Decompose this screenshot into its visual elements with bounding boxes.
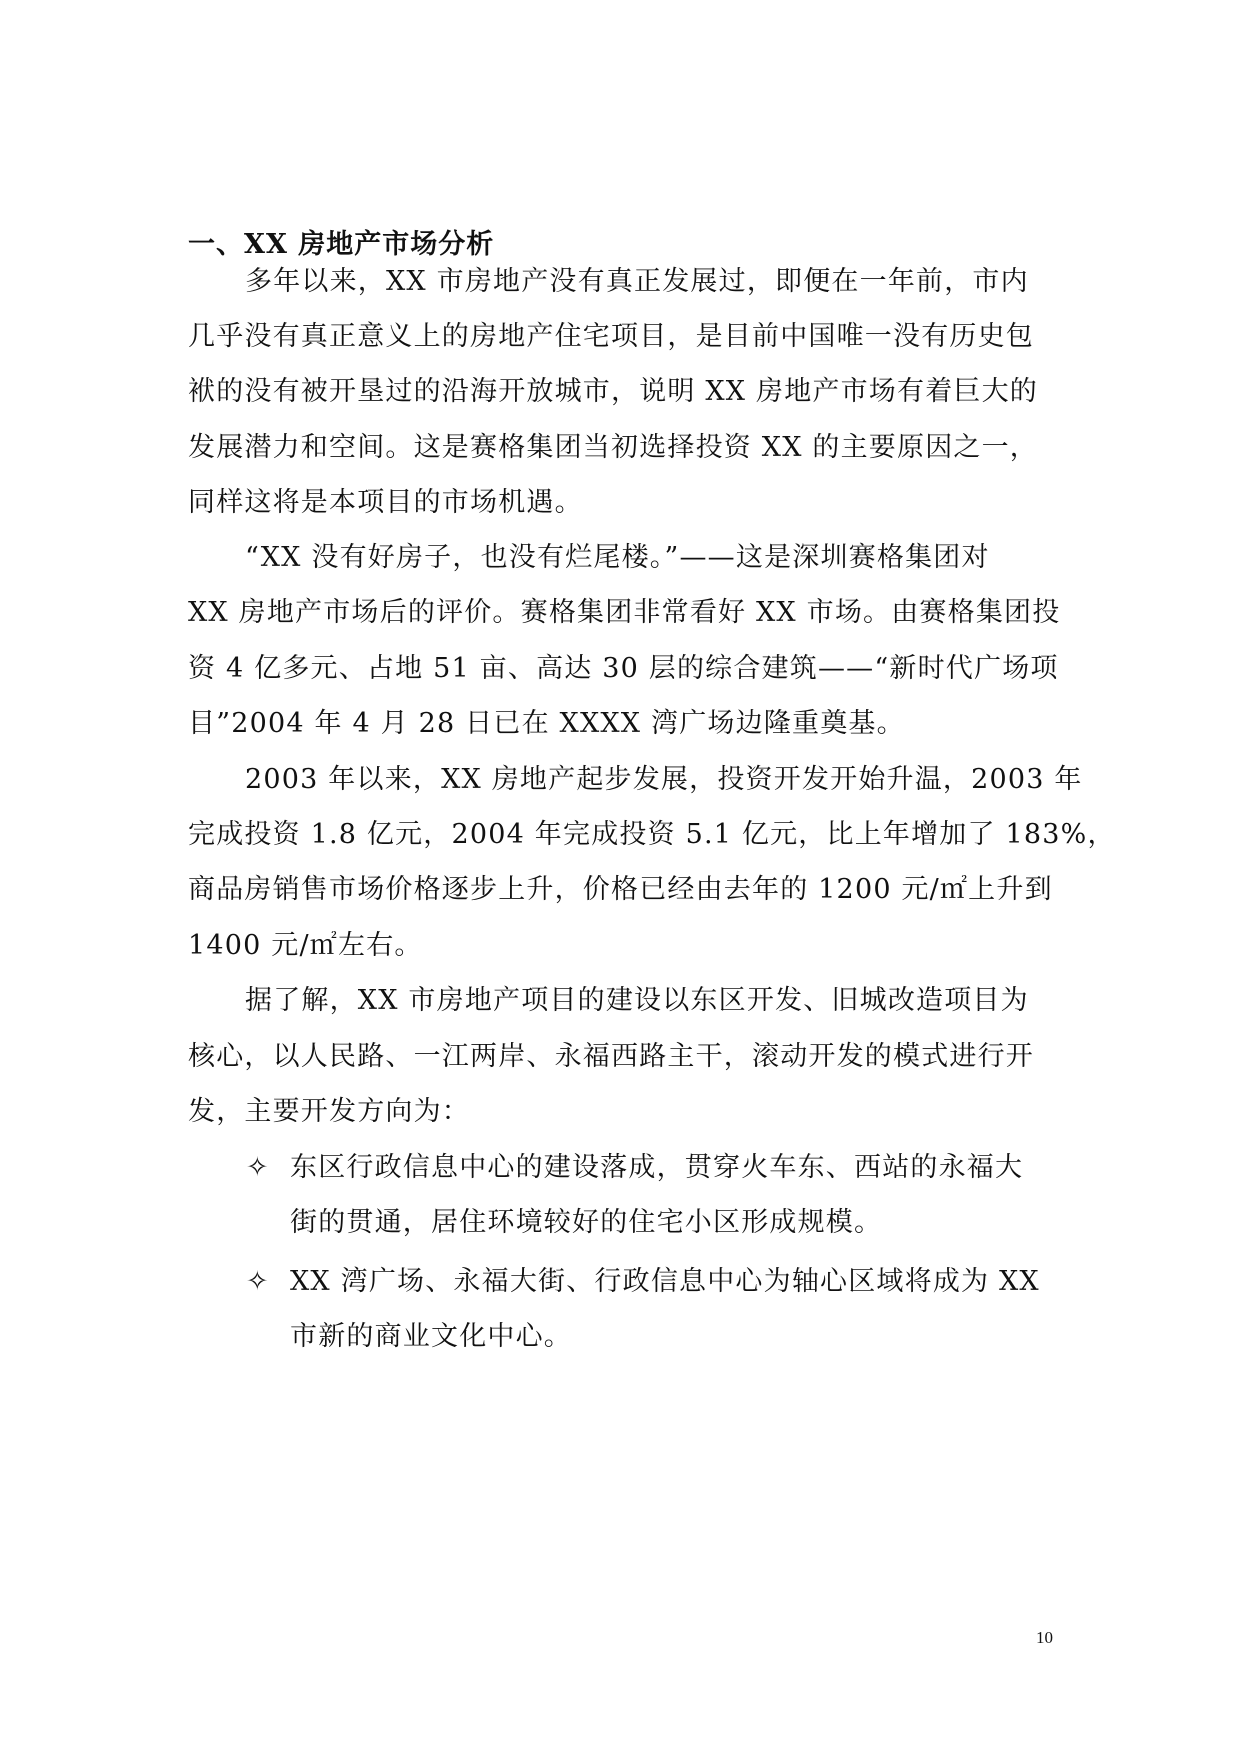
paragraph-2-line-2: XX 房地产市场后的评价。赛格集团非常看好 XX 市场。由赛格集团投 [188, 597, 1061, 628]
paragraph-1-line-1: 多年以来，XX 市房地产没有真正发展过，即便在一年前，市内 [245, 266, 1029, 297]
paragraph-1-line-5: 同样这将是本项目的市场机遇。 [188, 487, 583, 518]
paragraph-3-line-3: 商品房销售市场价格逐步上升，价格已经由去年的 1200 元/㎡上升到 [188, 874, 1053, 905]
paragraph-4-line-2: 核心，以人民路、一江两岸、永福西路主干，滚动开发的模式进行开 [188, 1041, 1034, 1072]
paragraph-3-line-1: 2003 年以来，XX 房地产起步发展，投资开发开始升温，2003 年 [245, 764, 1083, 795]
bullet-2-icon: ✧ [246, 1266, 269, 1297]
paragraph-2-line-3: 资 4 亿多元、占地 51 亩、高达 30 层的综合建筑——“新时代广场项 [188, 653, 1059, 684]
bullet-1-line-1: 东区行政信息中心的建设落成，贯穿火车东、西站的永福大 [290, 1152, 1024, 1183]
paragraph-4-line-1: 据了解，XX 市房地产项目的建设以东区开发、旧城改造项目为 [245, 985, 1029, 1016]
bullet-2-line-1: XX 湾广场、永福大街、行政信息中心为轴心区域将成为 XX [290, 1266, 1040, 1297]
bullet-1-icon: ✧ [246, 1152, 269, 1183]
page-number: 10 [1036, 1628, 1053, 1647]
paragraph-2-line-1: “XX 没有好房子，也没有烂尾楼。”——这是深圳赛格集团对 [245, 542, 990, 573]
paragraph-1-line-2: 几乎没有真正意义上的房地产住宅项目，是目前中国唯一没有历史包 [188, 321, 1034, 352]
paragraph-1-line-4: 发展潜力和空间。这是赛格集团当初选择投资 XX 的主要原因之一， [188, 432, 1039, 463]
paragraph-4-line-3: 发，主要开发方向为： [188, 1096, 470, 1127]
bullet-1-line-2: 街的贯通，居住环境较好的住宅小区形成规模。 [290, 1207, 883, 1238]
paragraph-1-line-3: 袱的没有被开垦过的沿海开放城市，说明 XX 房地产市场有着巨大的 [188, 376, 1039, 407]
section-heading: 一、XX 房地产市场分析 [188, 229, 495, 260]
paragraph-3-line-2: 完成投资 1.8 亿元，2004 年完成投资 5.1 亿元，比上年增加了 183%， [188, 819, 1116, 850]
paragraph-2-line-4: 目”2004 年 4 月 28 日已在 XXXX 湾广场边隆重奠基。 [188, 708, 905, 739]
bullet-2-line-2: 市新的商业文化中心。 [290, 1321, 572, 1352]
paragraph-3-line-4: 1400 元/㎡左右。 [188, 930, 423, 961]
